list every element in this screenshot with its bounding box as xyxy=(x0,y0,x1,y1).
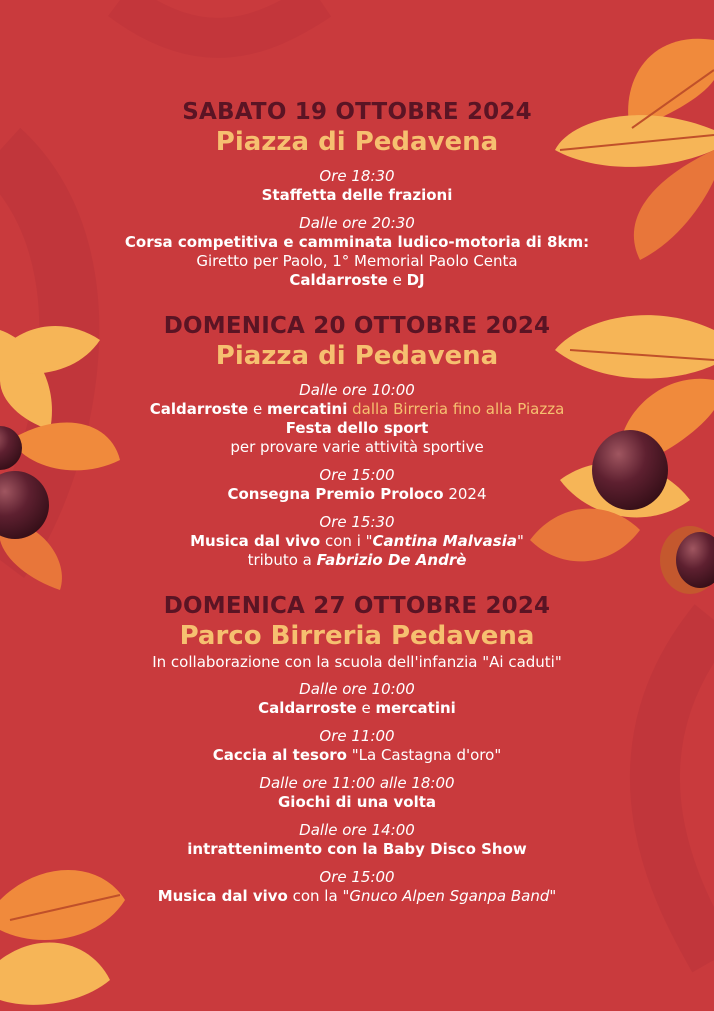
band-name: Gnuco Alpen Sganpa Band xyxy=(349,887,550,905)
item-text: " xyxy=(516,532,524,550)
item-text: tributo a xyxy=(247,551,317,569)
item-time: Dalle ore 14:00 xyxy=(299,821,415,839)
item-time: Dalle ore 20:30 xyxy=(299,214,415,232)
event-day-3 xyxy=(0,592,714,906)
item-time: Ore 18:30 xyxy=(319,167,395,185)
item-time: Dalle ore 10:00 xyxy=(299,381,415,399)
item-title: Caldarroste xyxy=(258,699,357,717)
item-title: mercatini xyxy=(375,699,456,717)
item-time: Ore 15:00 xyxy=(319,868,395,886)
day-2-item-1 xyxy=(0,381,714,457)
item-text: " xyxy=(549,887,557,905)
event-program xyxy=(0,98,714,906)
day-3-item-4 xyxy=(0,821,714,859)
day-3-item-3 xyxy=(0,774,714,812)
item-text: con i " xyxy=(320,532,373,550)
item-title: Musica dal vivo xyxy=(190,532,321,550)
item-time: Ore 15:00 xyxy=(319,466,395,484)
event-day-1 xyxy=(0,98,714,290)
item-title: intrattenimento con la Baby Disco Show xyxy=(187,840,527,858)
item-title: Musica dal vivo xyxy=(157,887,288,905)
artist-name: Fabrizio De Andrè xyxy=(316,551,467,569)
band-name: Cantina Malvasia xyxy=(372,532,517,550)
item-text: "La Castagna d'oro" xyxy=(346,746,502,764)
item-title: mercatini xyxy=(267,400,348,418)
item-time: Dalle ore 11:00 alle 18:00 xyxy=(259,774,455,792)
day-1-place: Piazza di Pedavena xyxy=(215,127,499,157)
item-text: e xyxy=(387,271,407,289)
item-text: con la " xyxy=(287,887,350,905)
day-2-item-2 xyxy=(0,466,714,504)
day-3-collaboration-note: In collaborazione con la scuola dell'infanzia "Ai caduti" xyxy=(152,653,562,671)
day-3-item-5 xyxy=(0,868,714,906)
item-title: Festa dello sport xyxy=(285,419,429,437)
item-description: per provare varie attività sportive xyxy=(230,438,484,456)
event-day-2 xyxy=(0,312,714,570)
day-1-item-2 xyxy=(0,214,714,290)
item-highlight: dalla Birreria fino alla Piazza xyxy=(347,400,565,418)
item-text: 2024 xyxy=(443,485,487,503)
item-text: e xyxy=(356,699,376,717)
day-3-item-1 xyxy=(0,680,714,718)
day-3-date: DOMENICA 27 OTTOBRE 2024 xyxy=(163,593,551,619)
day-3-item-2 xyxy=(0,727,714,765)
item-title: Corsa competitiva e camminata ludico-motoria di 8km: xyxy=(124,233,590,251)
item-description: Giretto per Paolo, 1° Memorial Paolo Centa xyxy=(196,252,518,270)
item-title: Caldarroste xyxy=(289,271,388,289)
item-title: Staffetta delle frazioni xyxy=(261,186,453,204)
item-title: DJ xyxy=(406,271,425,289)
item-title: Consegna Premio Proloco xyxy=(227,485,444,503)
day-2-date: DOMENICA 20 OTTOBRE 2024 xyxy=(163,313,551,339)
day-1-date: SABATO 19 OTTOBRE 2024 xyxy=(182,99,532,125)
item-title: Caccia al tesoro xyxy=(212,746,347,764)
item-time: Dalle ore 10:00 xyxy=(299,680,415,698)
item-time: Ore 11:00 xyxy=(319,727,395,745)
day-1-item-1 xyxy=(0,167,714,205)
item-time: Ore 15:30 xyxy=(319,513,395,531)
day-2-place: Piazza di Pedavena xyxy=(215,341,499,371)
item-title: Caldarroste xyxy=(149,400,249,418)
day-2-item-3 xyxy=(0,513,714,570)
item-title: Giochi di una volta xyxy=(277,793,436,811)
day-3-place: Parco Birreria Pedavena xyxy=(179,621,535,651)
item-text: e xyxy=(248,400,267,418)
